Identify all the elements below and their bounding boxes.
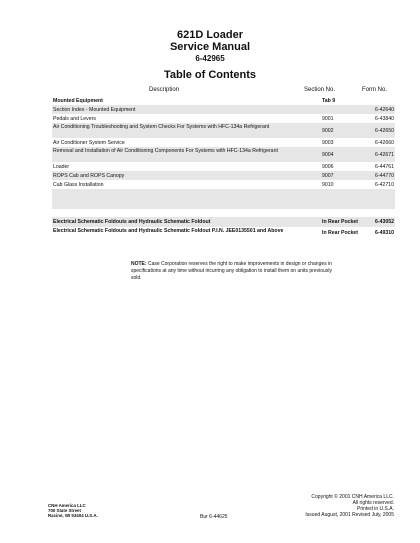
toc-row (52, 171, 395, 180)
toc-sec-cell: 9010 (322, 181, 334, 188)
toc-desc-cell: Cab Glass Installation (53, 181, 104, 188)
toc-sec-cell: In Rear Pocket (322, 230, 359, 236)
toc-desc-cell: Electrical Schematic Foldouts and Hydraulic Schematic Foldout P.I.N. JEE0135501 and Above (53, 228, 284, 234)
toc-desc-cell: Section Index - Mounted Equipment (53, 106, 136, 113)
toc-sec-cell: 9007 (322, 172, 334, 179)
manual-title-line1: 621D Loader (176, 29, 244, 41)
toc-desc-cell: Air Conditioning Troubleshooting and System Checks For Systems with HFC-134a Refrigerant (53, 124, 270, 130)
copyright-block (305, 494, 394, 518)
toc-form-cell: 6-44770 (374, 172, 394, 179)
manual-title-line2: Service Manual (169, 41, 251, 53)
note-text: Case Corporation reserves the right to make improvements in design or changes in specifications at any time without incurring any obligation to install them on units previously sold. (131, 261, 332, 281)
bur-number: Bur 6-44625 (200, 514, 228, 520)
toc-form-cell: 6-42710 (374, 181, 394, 188)
manual-header (0, 29, 420, 64)
copyright-line: All rights reserved. (352, 500, 394, 506)
toc-sec-cell: Tab 9 (322, 97, 336, 104)
toc-form-cell: 6-42671 (374, 151, 394, 158)
toc-row (52, 138, 395, 147)
address-line: CNH America LLC (48, 503, 86, 508)
toc-form-cell: 6-43840 (374, 115, 394, 122)
toc-row (52, 147, 395, 162)
toc-row (52, 162, 395, 171)
toc-desc-cell: Mounted Equipment (53, 97, 103, 104)
toc-desc-cell: Pedals and Levers (53, 115, 96, 122)
toc-row (52, 227, 395, 239)
column-header-section: Section No. (304, 87, 336, 93)
toc-row (52, 209, 395, 217)
toc-desc-cell: ROPS Cab and ROPS Canopy (53, 172, 125, 179)
toc-form-cell: 6-43052 (374, 219, 394, 225)
toc-sec-cell: 9004 (322, 151, 334, 158)
toc-form-cell: 6-44761 (374, 163, 394, 170)
toc-form-cell: 6-49310 (374, 230, 394, 236)
toc-table (52, 96, 395, 239)
toc-row (52, 123, 395, 138)
toc-desc-cell: Loader (53, 163, 70, 170)
toc-sec-cell: 9006 (322, 163, 334, 170)
toc-desc-cell: Air Conditioner System Service (53, 139, 125, 146)
toc-desc-cell: Removal and Installation of Air Conditioning Components For Systems with HFC-134a Refrigerant (53, 148, 278, 154)
publisher-address (48, 503, 98, 518)
toc-row (52, 180, 395, 189)
toc-row (52, 189, 395, 209)
toc-form-cell: 6-42640 (374, 106, 394, 113)
toc-row (52, 96, 395, 105)
manual-number: 6-42965 (195, 54, 225, 63)
copyright-line: Issued August, 2001 Revised July, 2005 (305, 512, 394, 518)
toc-sec-cell: In Rear Pocket (322, 219, 359, 225)
toc-row (52, 105, 395, 114)
copyright-line: Copyright © 2001 CNH America LLC. (311, 494, 394, 500)
toc-row (52, 114, 395, 123)
column-header-description: Description (149, 87, 180, 93)
toc-sec-cell: 9003 (322, 139, 334, 146)
toc-title: Table of Contents (163, 69, 257, 81)
toc-form-cell: 6-42650 (374, 127, 394, 134)
toc-sec-cell: 9001 (322, 115, 334, 122)
toc-sec-cell: 9002 (322, 127, 334, 134)
note-label: NOTE: (131, 261, 147, 267)
note-block (131, 261, 341, 282)
copyright-line: Printed in U.S.A. (357, 506, 394, 512)
toc-desc-cell: Electrical Schematic Foldouts and Hydraulic Schematic Foldout (53, 219, 211, 225)
column-header-form: Form No. (362, 87, 388, 93)
address-line: Racine, WI 53404 U.S.A. (48, 513, 98, 518)
toc-form-cell: 6-42660 (374, 139, 394, 146)
address-line: 700 State Street (48, 508, 81, 513)
toc-row (52, 217, 395, 227)
